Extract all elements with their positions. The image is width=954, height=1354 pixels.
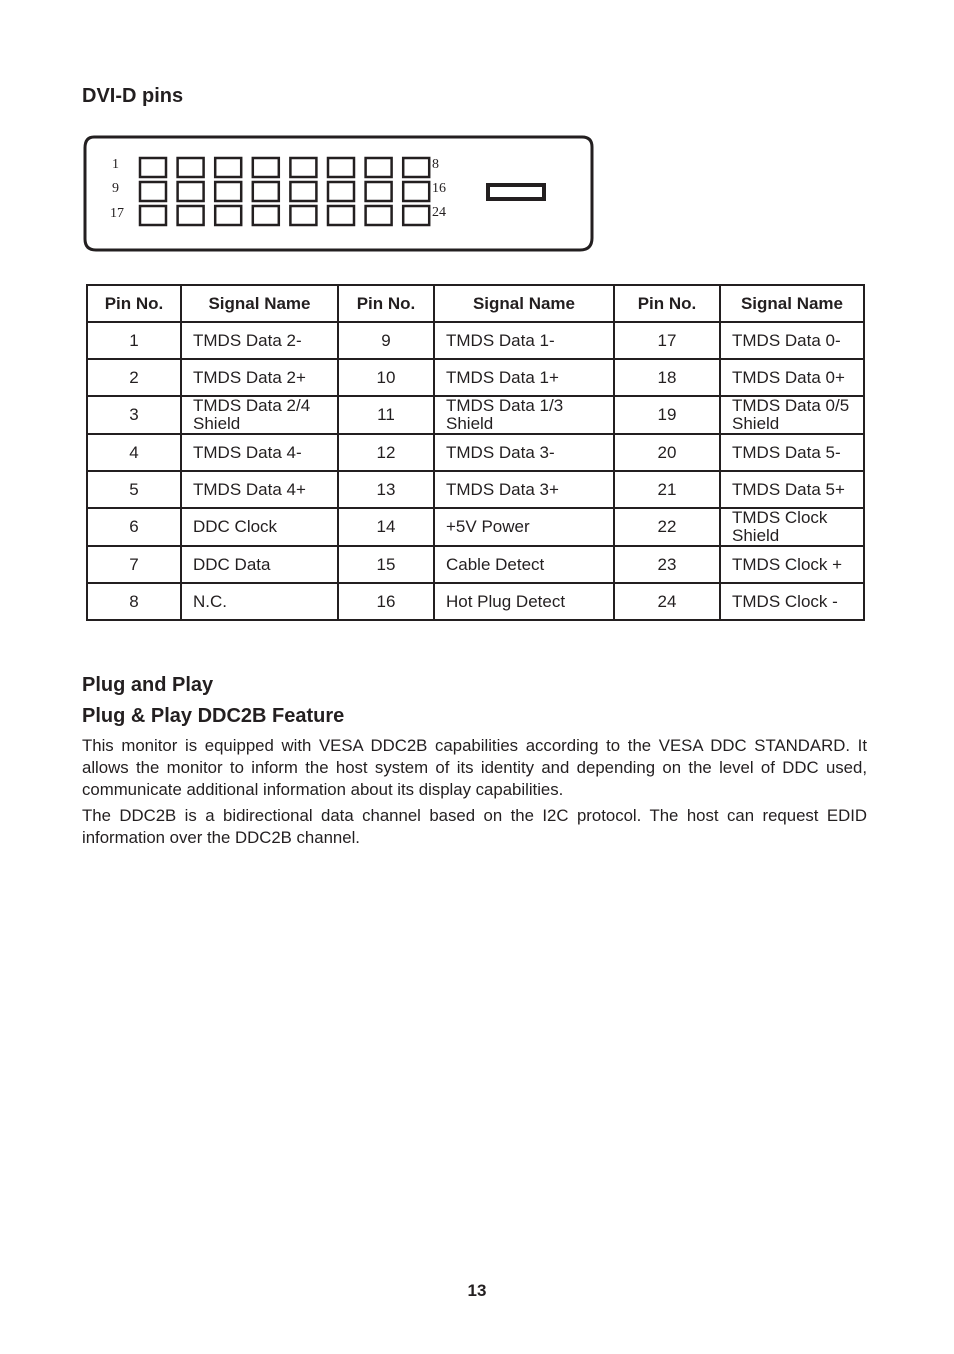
pin-number-cell: 3: [87, 396, 181, 434]
page-number: 13: [467, 1281, 487, 1300]
pin-number-cell: 1: [87, 322, 181, 359]
connector-label-9: 9: [112, 181, 119, 196]
signal-name-cell: TMDS Data 2-: [181, 322, 338, 359]
connector-pin-socket: [178, 206, 204, 225]
table-header-row: [87, 285, 864, 322]
connector-ground-blade: [488, 185, 544, 199]
pin-number-cell: 16: [338, 583, 434, 620]
pin-number-cell: 11: [338, 396, 434, 434]
signal-name-cell: Cable Detect: [434, 546, 614, 583]
connector-label-16: 16: [432, 181, 446, 196]
connector-pin-socket: [178, 182, 204, 201]
ddc2b-paragraph-2: The DDC2B is a bidirectional data channel based on the I2C protocol. The host can request EDID information over the DDC2B channel.: [82, 806, 867, 847]
connector-pin-socket: [366, 158, 392, 177]
column-header: Pin No.: [338, 285, 434, 322]
connector-label-8: 8: [432, 157, 439, 172]
connector-pin-socket: [253, 206, 279, 225]
signal-name-cell: TMDS Data 5+: [720, 471, 864, 508]
column-header: Signal Name: [720, 285, 864, 322]
column-header: Pin No.: [87, 285, 181, 322]
signal-name-cell: TMDS Data 1/3 Shield: [434, 396, 614, 434]
pin-number-cell: 18: [614, 359, 720, 396]
connector-pin-socket: [403, 206, 429, 225]
signal-name-cell: DDC Data: [181, 546, 338, 583]
table-row: [87, 359, 864, 396]
pin-number-cell: 10: [338, 359, 434, 396]
pin-number-cell: 5: [87, 471, 181, 508]
pin-number-cell: 15: [338, 546, 434, 583]
connector-pin-socket: [215, 158, 241, 177]
pin-number-cell: 23: [614, 546, 720, 583]
connector-label-1: 1: [112, 157, 119, 172]
signal-name-cell: TMDS Data 2/4 Shield: [181, 396, 338, 434]
dvi-connector-diagram: [82, 134, 594, 254]
connector-pin-socket: [403, 182, 429, 201]
table-row: [87, 546, 864, 583]
pin-number-cell: 22: [614, 508, 720, 546]
column-header: Signal Name: [434, 285, 614, 322]
pin-number-cell: 19: [614, 396, 720, 434]
connector-pin-socket: [366, 206, 392, 225]
pin-number-cell: 8: [87, 583, 181, 620]
signal-name-cell: TMDS Data 2+: [181, 359, 338, 396]
signal-name-cell: Hot Plug Detect: [434, 583, 614, 620]
pin-number-cell: 6: [87, 508, 181, 546]
column-header: Pin No.: [614, 285, 720, 322]
connector-pin-socket: [140, 182, 166, 201]
connector-pin-socket: [215, 206, 241, 225]
plug-and-play-title: Plug and Play: [82, 674, 214, 696]
signal-name-cell: TMDS Data 1+: [434, 359, 614, 396]
signal-name-cell: TMDS Data 0+: [720, 359, 864, 396]
connector-pin-socket: [215, 182, 241, 201]
table-row: [87, 322, 864, 359]
connector-pin-socket: [290, 206, 316, 225]
connector-pin-socket: [290, 158, 316, 177]
pin-number-cell: 21: [614, 471, 720, 508]
connector-pin-socket: [290, 182, 316, 201]
connector-pin-socket: [178, 158, 204, 177]
signal-name-cell: +5V Power: [434, 508, 614, 546]
dvi-section-title: DVI-D pins: [82, 85, 184, 107]
signal-name-cell: TMDS Clock Shield: [720, 508, 864, 546]
connector-pin-socket: [253, 182, 279, 201]
signal-name-cell: DDC Clock: [181, 508, 338, 546]
table-row: [87, 471, 864, 508]
signal-name-cell: TMDS Data 1-: [434, 322, 614, 359]
pin-number-cell: 14: [338, 508, 434, 546]
signal-name-cell: TMDS Data 3-: [434, 434, 614, 471]
connector-label-24: 24: [432, 205, 446, 220]
signal-name-cell: TMDS Data 3+: [434, 471, 614, 508]
pin-table: [86, 284, 865, 621]
pin-number-cell: 20: [614, 434, 720, 471]
pin-number-cell: 2: [87, 359, 181, 396]
pin-number-cell: 24: [614, 583, 720, 620]
pin-number-cell: 17: [614, 322, 720, 359]
connector-pin-socket: [328, 206, 354, 225]
signal-name-cell: TMDS Data 4-: [181, 434, 338, 471]
table-row: [87, 434, 864, 471]
ddc2b-feature-title: Plug & Play DDC2B Feature: [82, 705, 345, 727]
ddc2b-paragraph-1: This monitor is equipped with VESA DDC2B capabilities according to the VESA DDC STANDARD. It allows the monitor to inform the host system of its identity and depending on the level of DDC used, communicate additional information about its display capabilities.: [82, 736, 867, 799]
pin-number-cell: 12: [338, 434, 434, 471]
signal-name-cell: TMDS Data 5-: [720, 434, 864, 471]
signal-name-cell: TMDS Clock +: [720, 546, 864, 583]
connector-pin-socket: [140, 206, 166, 225]
connector-label-17: 17: [110, 206, 124, 221]
table-row: [87, 583, 864, 620]
signal-name-cell: TMDS Clock -: [720, 583, 864, 620]
signal-name-cell: TMDS Data 4+: [181, 471, 338, 508]
pin-number-cell: 7: [87, 546, 181, 583]
connector-pin-socket: [328, 158, 354, 177]
signal-name-cell: TMDS Data 0/5 Shield: [720, 396, 864, 434]
signal-name-cell: N.C.: [181, 583, 338, 620]
connector-pin-socket: [253, 158, 279, 177]
pin-number-cell: 9: [338, 322, 434, 359]
column-header: Signal Name: [181, 285, 338, 322]
connector-pin-socket: [366, 182, 392, 201]
pin-number-cell: 4: [87, 434, 181, 471]
connector-pin-socket: [328, 182, 354, 201]
connector-pin-socket: [140, 158, 166, 177]
table-row: [87, 396, 864, 434]
connector-pin-socket: [403, 158, 429, 177]
table-row: [87, 508, 864, 546]
pin-number-cell: 13: [338, 471, 434, 508]
signal-name-cell: TMDS Data 0-: [720, 322, 864, 359]
